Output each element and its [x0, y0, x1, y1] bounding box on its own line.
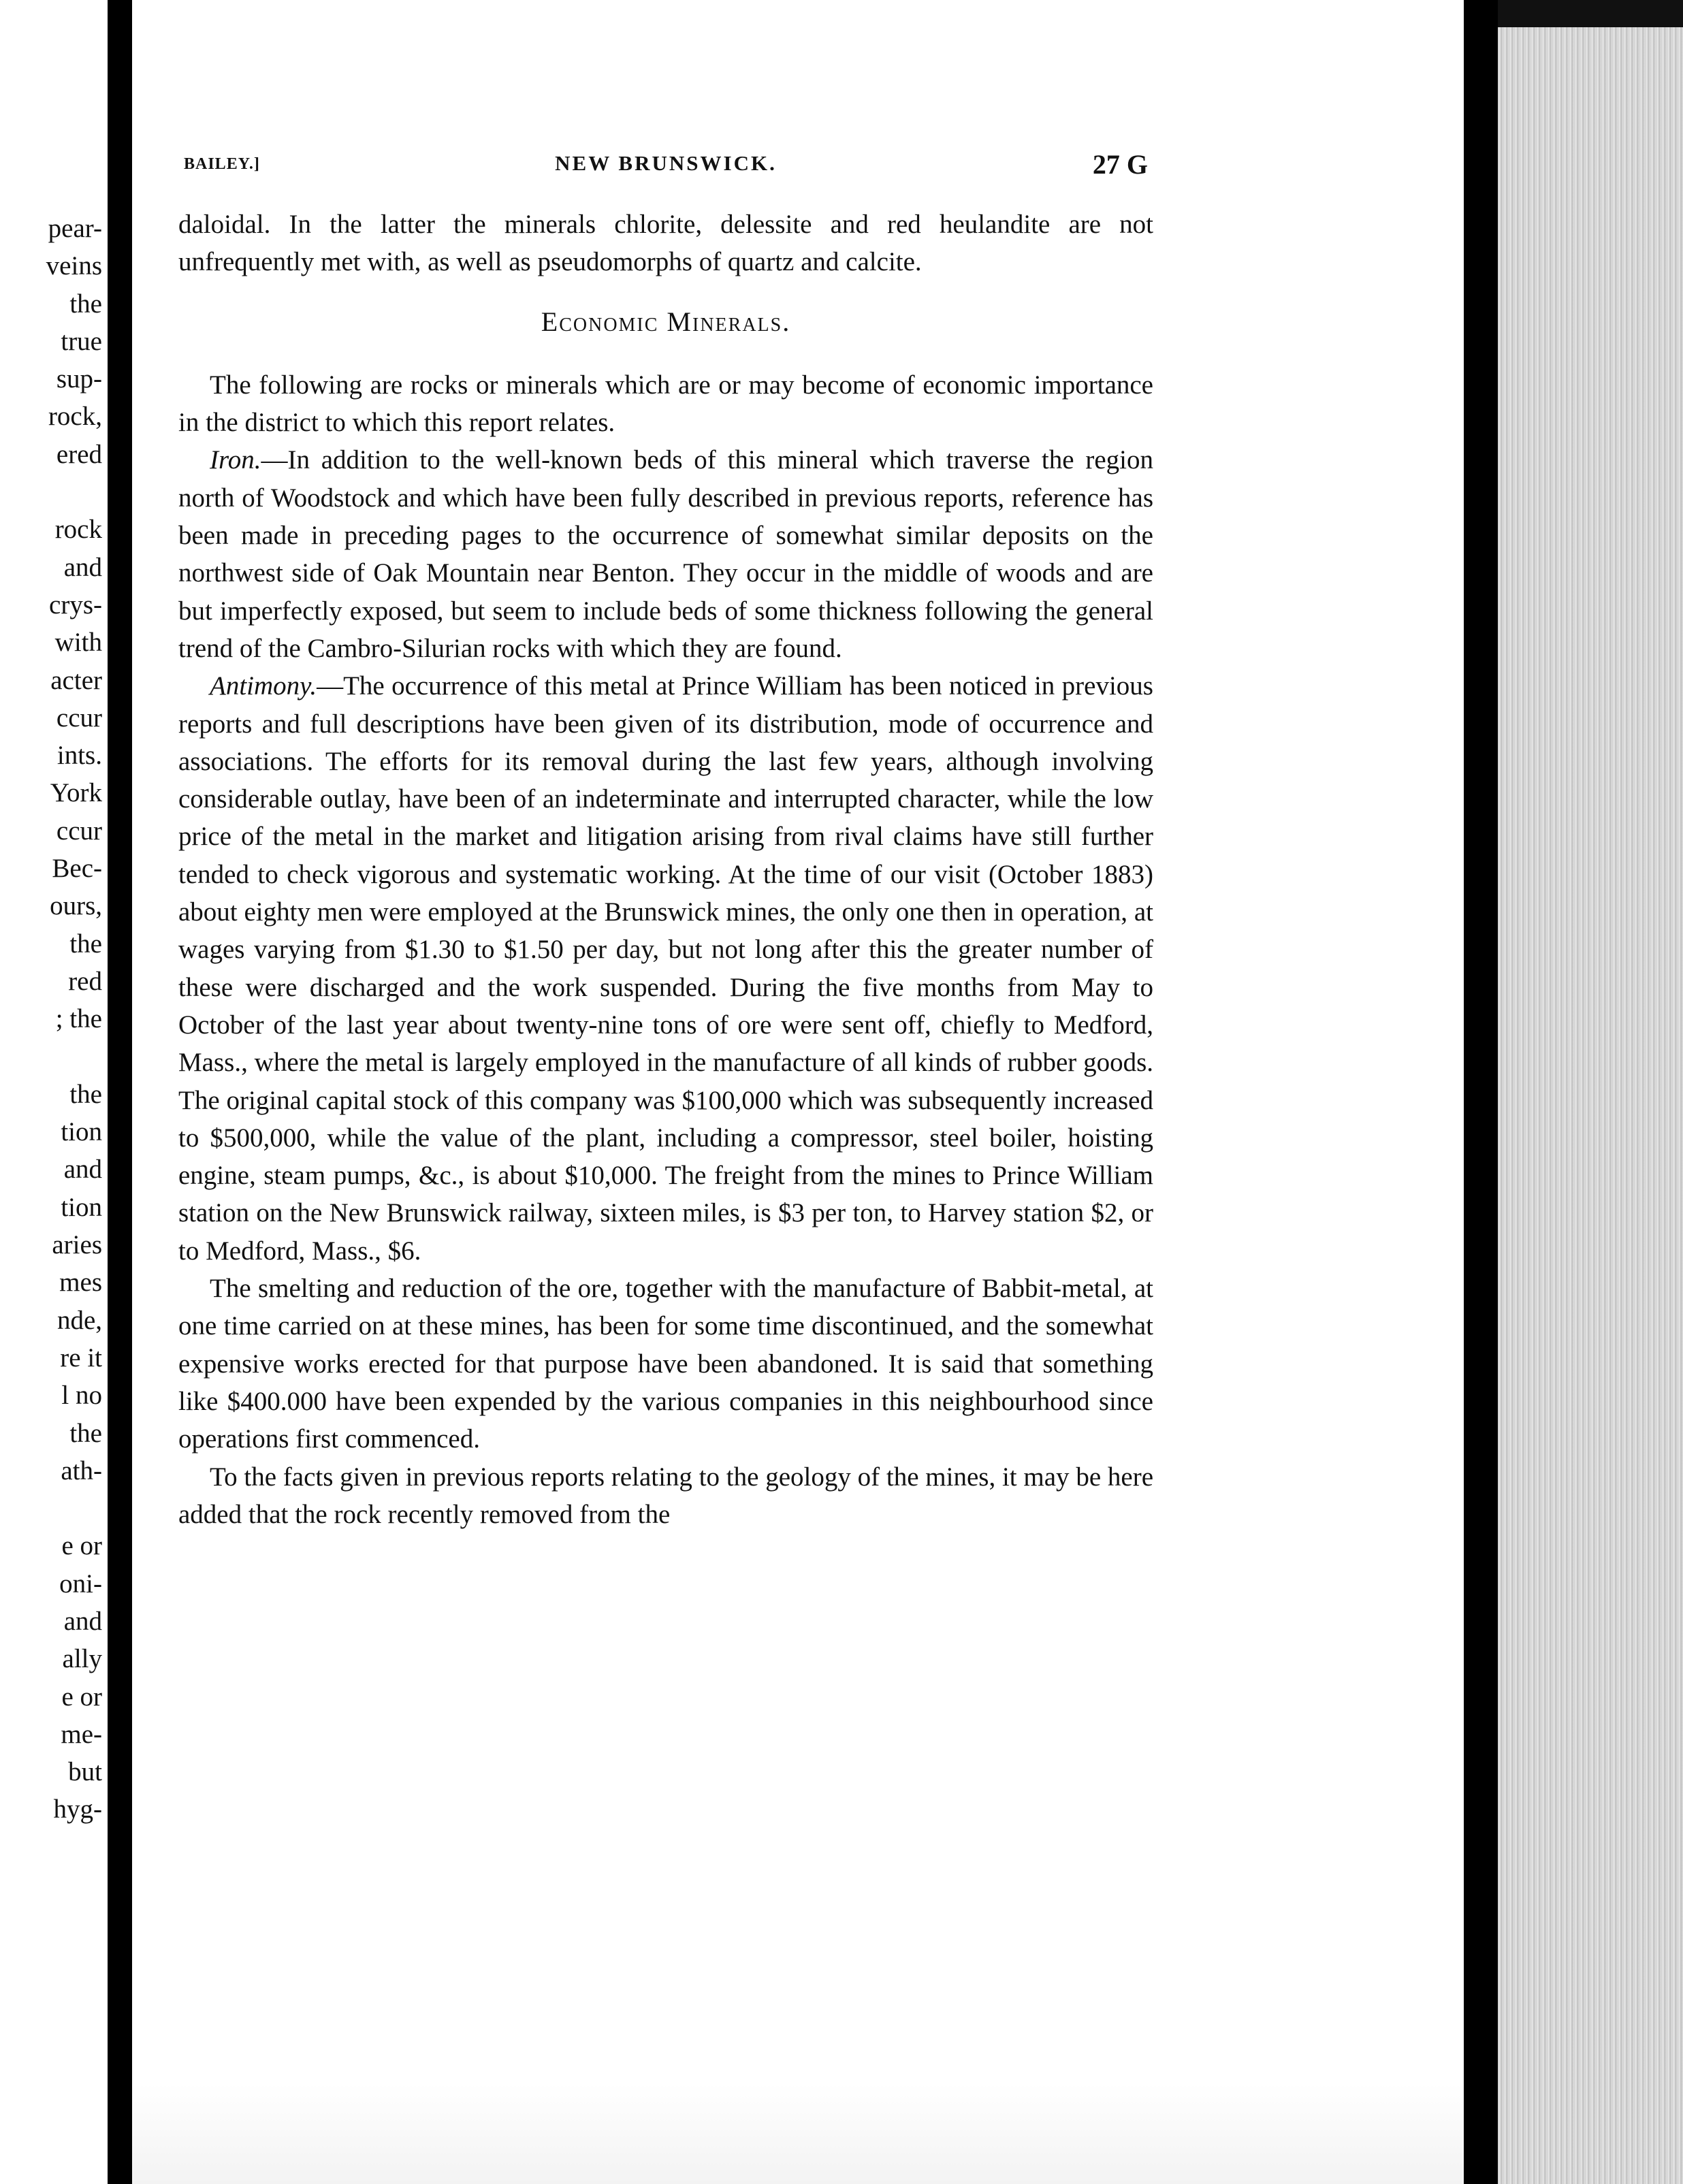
- left-fragment-line: true: [61, 326, 102, 356]
- left-fragment-line: ath-: [61, 1456, 102, 1486]
- page-bottom-margin: [132, 2083, 1464, 2184]
- left-fragment-line: hyg-: [53, 1795, 102, 1825]
- left-fragment-gap: [0, 473, 102, 511]
- left-fragment-line: ccur: [56, 816, 102, 846]
- left-fragment-line: mes: [59, 1268, 102, 1298]
- paragraph-antimony: [178, 667, 1153, 1270]
- left-fragment-line: acter: [50, 665, 102, 695]
- left-fragment-line: ally: [62, 1644, 102, 1674]
- left-fragment-line: re it: [60, 1343, 102, 1372]
- paragraph-iron: [178, 441, 1153, 667]
- paragraph-intro: [178, 366, 1153, 442]
- left-fragment-line: the: [69, 1079, 102, 1109]
- paragraph-text: —The occurrence of this metal at Prince William has been noticed in previous reports and full descriptions have been given of its distribution, mode of occurrence and associations. The efforts for its removal during the last few years, although involving considerable outlay, have been of an indeterminate and interrupted character, while the low price of the metal in the market and litigation arising from rival claims have still further tended to check vigorous and systematic working. At the time of our visit (October 1883) about eighty men were employed at the Brunswick mines, the only one then in operation, at wages varying from $1.30 to $1.50 per day, but not long after this the greater number of these were discharged and the work suspended. During the five months from May to October of the last year about twenty-nine tons of ore were sent off, chiefly to Medford, Mass., where the metal is largely employed in the manufacture of all kinds of rubber goods. The original capital stock of this company was $100,000 which was subsequently increased to $500,000, while the value of the plant, including a compressor, steel boiler, hoisting engine, steam pumps, &c., is about $10,000. The freight from the mines to Prince William station on the New Brunswick railway, sixteen miles, is $3 per ton, to Harvey station $2, or to Medford, Mass., $6.: [178, 671, 1153, 1266]
- left-fragment-line: rock: [54, 515, 102, 545]
- left-fragment-line: and: [63, 1606, 102, 1636]
- left-fragment-line: nde,: [57, 1305, 102, 1335]
- left-fragment-line: and: [63, 1155, 102, 1185]
- left-fragment-line: York: [50, 778, 102, 808]
- left-fragment-line: the: [69, 929, 102, 959]
- left-fragment-line: the: [69, 1418, 102, 1448]
- left-fragment-line: e or: [61, 1682, 102, 1712]
- paragraph-geology: [178, 1458, 1153, 1534]
- left-fragment-line: ered: [56, 439, 102, 469]
- left-fragment-line: l no: [61, 1381, 102, 1411]
- left-fragment-line: ints.: [57, 741, 102, 771]
- paragraph-text: The smelting and reduction of the ore, together with the manufacture of Babbit-metal, at one time carried on at these mines, has been for some time discontinued, and the somewhat expensive works erected for that purpose have been abandoned. It is said that something like $400.000 have been expended by the various companies in this neighbourhood since operations first commenced.: [178, 1274, 1153, 1454]
- paragraph-smelting: [178, 1270, 1153, 1458]
- left-fragment-gap: [0, 1038, 102, 1076]
- left-fragment-gap: [0, 1490, 102, 1527]
- left-fragment-line: sup-: [56, 364, 102, 394]
- left-fragment-line: with: [54, 628, 102, 658]
- page-body: [178, 206, 1153, 1533]
- left-fragment-line: but: [68, 1757, 102, 1787]
- section-title: Economic Minerals.: [541, 306, 791, 337]
- left-fragment-line: e or: [61, 1531, 102, 1561]
- left-fragment-line: rock,: [48, 402, 102, 432]
- left-fragment-line: tion: [61, 1117, 102, 1147]
- left-fragment-line: Bec-: [52, 854, 102, 884]
- left-fragment-line: the: [69, 289, 102, 319]
- paragraph-lead: Antimony.: [210, 671, 317, 701]
- left-fragment-line: me-: [61, 1719, 102, 1749]
- left-fragment-line: veins: [46, 251, 102, 281]
- running-header: [178, 148, 1153, 182]
- left-fragment-line: tion: [61, 1192, 102, 1222]
- left-fragment-line: pear-: [48, 214, 102, 243]
- header-author: BAILEY.]: [184, 155, 260, 173]
- paragraph-text: —In addition to the well-known beds of this mineral which traverse the region north of Woodstock and which have been fully described in previous reports, reference has been made in preceding pages to the occurrence of somewhat similar deposits on the northwest side of Oak Mountain near Benton. They occur in the middle of woods and are but imperfectly exposed, but seem to include beds of some thickness following the general trend of the Cambro-Silurian rocks with which they are found.: [178, 445, 1153, 663]
- page-stack-edge: [1498, 27, 1683, 2184]
- header-title: NEW BRUNSWICK.: [555, 151, 777, 175]
- left-fragment-line: ; the: [55, 1004, 102, 1034]
- paragraph-lead: Iron.: [210, 445, 261, 475]
- page-number: 27 G: [1092, 149, 1148, 180]
- left-fragment-line: red: [68, 966, 102, 996]
- left-page-fragments: [0, 210, 102, 1829]
- left-fragment-line: and: [63, 552, 102, 582]
- left-fragment-line: ours,: [50, 891, 102, 921]
- left-fragment-line: aries: [52, 1230, 102, 1260]
- page-edge-shadow: [1464, 0, 1498, 2184]
- paragraph-text: The following are rocks or minerals which are or may become of economic importance in the district to which this report relates.: [178, 370, 1153, 438]
- page-stack-top: [1498, 0, 1683, 27]
- left-fragment-line: oni-: [59, 1569, 102, 1599]
- intro-paragraph: daloidal. In the latter the minerals chlorite, delessite and red heulandite are not unfrequently met with, as well as pseudomorphs of quartz and calcite.: [178, 210, 1153, 277]
- book-gutter: [108, 0, 132, 2184]
- left-fragment-line: crys-: [49, 590, 102, 620]
- left-fragment-line: ccur: [56, 703, 102, 733]
- paragraph-text: To the facts given in previous reports relating to the geology of the mines, it may be here added that the rock recently removed from the: [178, 1462, 1153, 1529]
